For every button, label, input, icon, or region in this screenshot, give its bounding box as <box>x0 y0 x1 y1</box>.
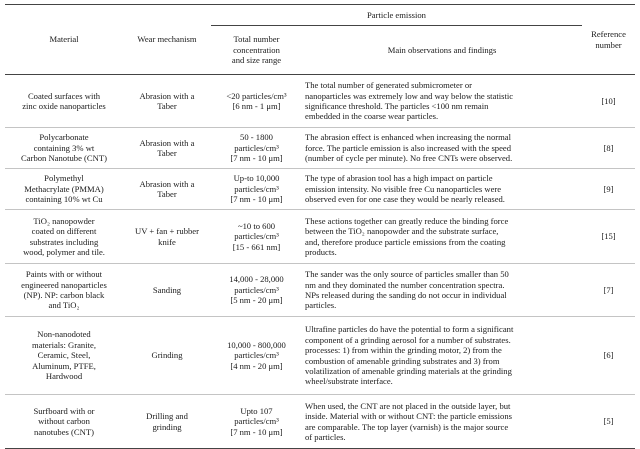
header-total-number: Total number concentration and size range <box>231 34 282 66</box>
reference-cell: [5] <box>582 395 635 449</box>
observations-cell: The sander was the only source of particles smaller than 50 nm and they dominated the number concentration spectra. NPs released during the sanding do not occur in individual particles. <box>302 264 582 317</box>
material-cell: Polycarbonate containing 3% wt Carbon Nanotube (CNT) <box>5 128 123 169</box>
observations-cell: When used, the CNT are not placed in the outside layer, but inside. Material with or without CNT: the particle emissions are comparable. The top layer (varnish) is the major source of particles. <box>302 395 582 449</box>
wear-mechanism-cell: Sanding <box>123 264 211 317</box>
concentration-cell: Upto 107 particles/cm³ [7 nm - 10 μm] <box>211 395 302 449</box>
wear-mechanism-cell: Drilling and grinding <box>123 395 211 449</box>
reference-cell: [8] <box>582 128 635 169</box>
material-cell: Surfboard with or without carbon nanotubes (CNT) <box>5 395 123 449</box>
reference-cell: [9] <box>582 169 635 210</box>
concentration-cell: ~10 to 600 particles/cm³ [15 - 661 nm] <box>211 210 302 264</box>
reference-cell: [15] <box>582 210 635 264</box>
reference-cell: [7] <box>582 264 635 317</box>
observations-cell: The total number of generated submicrometer or nanoparticles was extremely low and way below the statistic significance threshold. The particles <100 nm remain embedded in the coarse wear particles. <box>305 80 514 122</box>
table-body <box>5 75 635 449</box>
material-cell: Polymethyl Methacrylate (PMMA) containing 10% wt Cu <box>5 169 123 210</box>
table-row <box>5 264 635 317</box>
wear-mechanism-cell: Abrasion with a Taber <box>139 90 195 111</box>
reference-cell: [10] <box>601 95 616 106</box>
material-cell: Paints with or without engineered nanoparticles (NP). NP: carbon black and TiO₂ <box>5 264 123 317</box>
wear-mechanism-cell: Abrasion with a Taber <box>123 169 211 210</box>
table-row <box>5 75 635 128</box>
table-row <box>5 210 635 264</box>
reference-cell: [6] <box>582 317 635 395</box>
table-row <box>5 317 635 395</box>
table-row <box>5 169 635 210</box>
concentration-cell: 14,000 - 28,000 particles/cm³ [5 nm - 20 μm] <box>211 264 302 317</box>
table-header <box>5 5 635 75</box>
wear-mechanism-cell: UV + fan + rubber knife <box>123 210 211 264</box>
header-reference-number: Reference number <box>591 29 626 50</box>
header-material: Material <box>49 34 79 45</box>
particle-emission-table <box>5 4 635 449</box>
wear-mechanism-cell: Abrasion with a Taber <box>123 128 211 169</box>
concentration-cell: <20 particles/cm³ [6 nm - 1 μm] <box>226 90 287 111</box>
material-cell: TiO₂ nanopowder coated on different substrates including wood, polymer and tile. <box>5 210 123 264</box>
observations-cell: These actions together can greatly reduce the binding force between the TiO₂ nanopowder and the substrate surface, and, therefore produce particle emissions from the coating products. <box>302 210 582 264</box>
concentration-cell: 50 - 1800 particles/cm³ [7 nm - 10 μm] <box>211 128 302 169</box>
observations-cell: Ultrafine particles do have the potential to form a significant component of a grinding aerosol for a number of substrates. processes: 1) from within the grinding motor, 2) from the combustion of amenable grinding substrates and 3) from volatilization of amenable grinding materials at the grinding wheel/substrate interface. <box>302 317 582 395</box>
table-row <box>5 128 635 169</box>
header-wear-mechanism: Wear mechanism <box>137 34 197 45</box>
material-cell: Coated surfaces with zinc oxide nanoparticles <box>22 90 106 111</box>
concentration-cell: Up-to 10,000 particles/cm³ [7 nm - 10 μm] <box>211 169 302 210</box>
observations-cell: The abrasion effect is enhanced when increasing the normal force. The particle emission is also increased with the speed (number of cycle per minute). No free CNTs were observed. <box>302 128 582 169</box>
observations-cell: The type of abrasion tool has a high impact on particle emission intensity. No visible free Cu nanoparticles were observed even for one case they would be nearly released. <box>302 169 582 210</box>
header-particle-emission: Particle emission <box>211 5 582 26</box>
wear-mechanism-cell: Grinding <box>123 317 211 395</box>
material-cell: Non-nanodoted materials: Granite, Ceramic, Steel, Aluminum, PTFE, Hardwood <box>5 317 123 395</box>
header-observations: Main observations and findings <box>387 44 497 55</box>
table-row <box>5 395 635 449</box>
concentration-cell: 10,000 - 800,000 particles/cm³ [4 nm - 20 μm] <box>211 317 302 395</box>
